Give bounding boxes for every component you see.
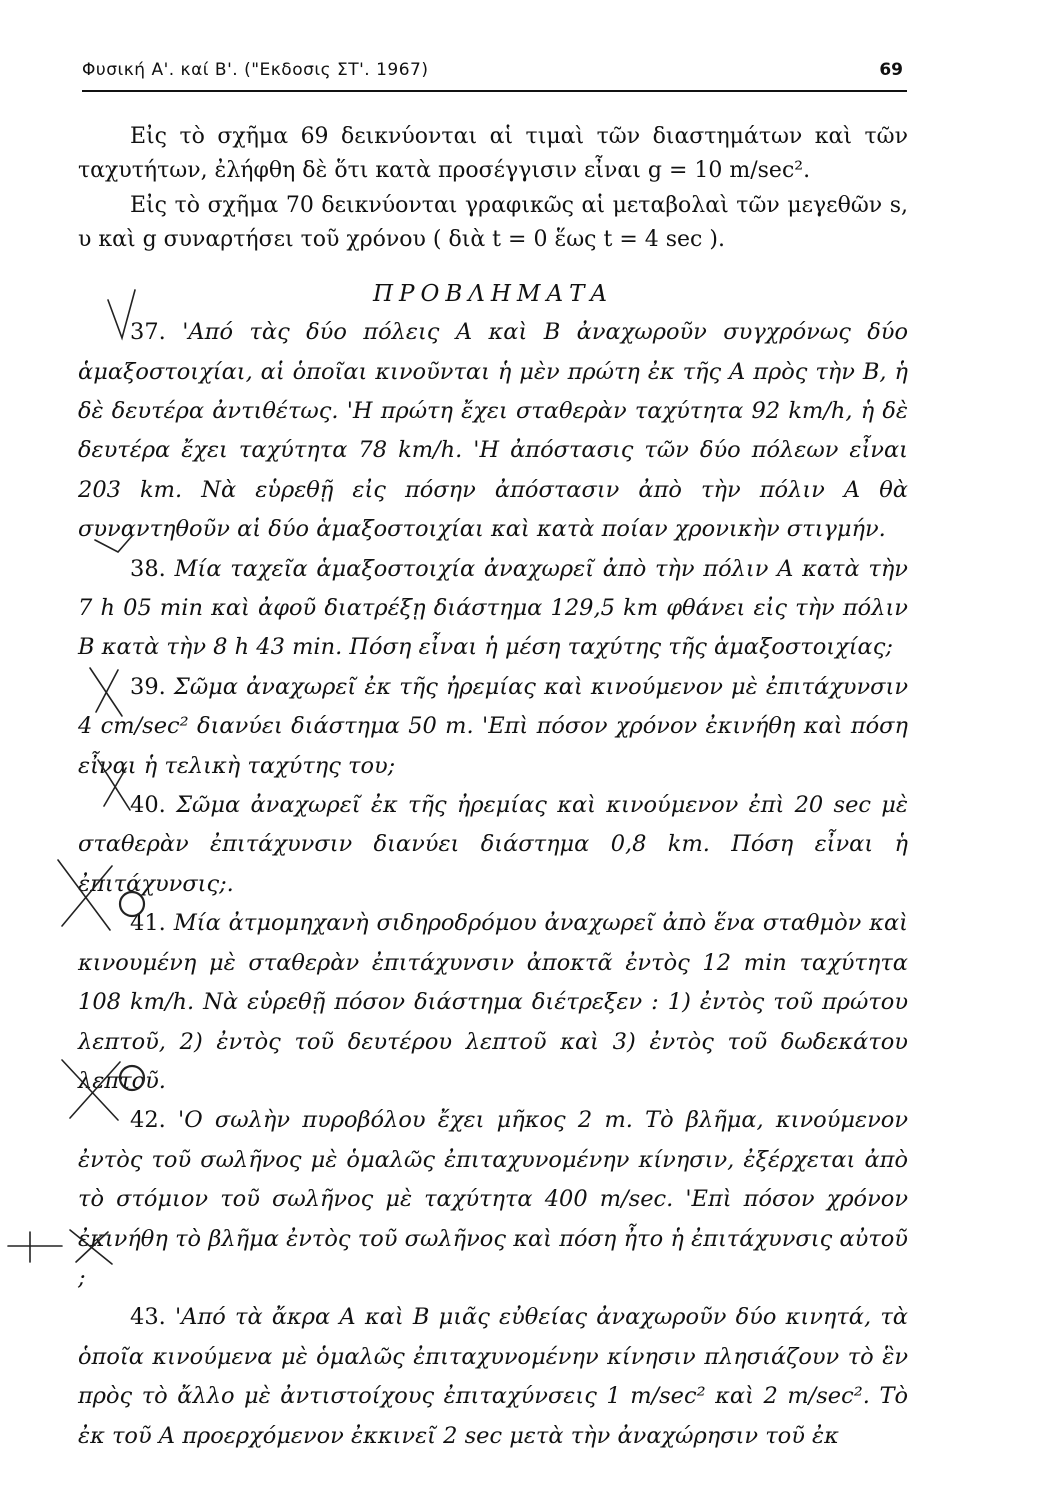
page-number: 69 [879,60,903,80]
problem-number: 40. [130,792,166,819]
intro-paragraph-1: Εἰς τὸ σχῆμα 69 δεικνύονται αἱ τιμαὶ τῶν διαστημάτων καὶ τῶν ταχυτήτων, ἐλήφθη δὲ ὅτι κατὰ προσέγγισιν εἶναι g = 10 m/sec². [78,124,908,184]
problem-text: 'Από τὰ ἄκρα Α καὶ Β μιᾶς εὐθείας ἀναχωροῦν δύο κινητά, τὰ ὁποῖα κινούμενα μὲ ὁμαλῶς ἐπιταχυνομένην κίνησιν πλησιάζουν τὸ ἓν πρὸς τὸ ἄλλο μὲ ἀντιστοίχους ἐπιταχύνσεις 1 m/sec² καὶ 2 m/sec². Τὸ ἐκ τοῦ Α προερχόμενον ἐκκινεῖ 2 sec μετὰ τὴν ἀναχώρησιν τοῦ ἐκ [78,1304,908,1449]
problem-42 [78,1101,908,1298]
problem-number: 37. [130,319,166,346]
problem-text: Σῶμα ἀναχωρεῖ ἐκ τῆς ἠρεμίας καὶ κινούμενον ἐπὶ 20 sec μὲ σταθερὰν ἐπιτάχυνσιν διανύει διάστημα 0,8 km. Πόση εἶναι ἡ ἐπιτάχυνσις;. [78,792,908,897]
problem-text: Μία ταχεῖα ἁμαξοστοιχία ἀναχωρεῖ ἀπὸ τὴν πόλιν Α κατὰ τὴν 7 h 05 min καὶ ἀφοῦ διατρέξῃ διάστημα 129,5 km φθάνει εἰς τὴν πόλιν Β κατὰ τὴν 8 h 43 min. Πόση εἶναι ἡ μέση ταχύτης τῆς ἁμαξοστοιχίας; [78,555,908,661]
problem-40 [78,786,908,904]
problem-text: 'Από τὰς δύο πόλεις Α καὶ Β ἀναχωροῦν συγχρόνως δύο ἁμαξοστοιχίαι, αἱ ὁποῖαι κινοῦνται ἡ μὲν πρώτη ἐκ τῆς Α πρὸς τὴν Β, ἡ δὲ δευτέρα ἀντιθέτως. 'Η πρώτη ἔχει σταθερὰν ταχύτητα 92 km/h, ἡ δὲ δευτέρα ἔχει ταχύτητα 78 km/h. 'Η ἀπόστασις τῶν δύο πόλεων εἶναι 203 km. Νὰ εὑρεθῇ εἰς πόσην ἀπόστασιν ἀπὸ τὴν πόλιν Α θὰ συναντηθοῦν αἱ δύο ἁμαξοστοιχίαι καὶ κατὰ ποίαν χρονικὴν στιγμήν. [78,319,908,543]
running-header [82,58,907,92]
section-heading: ΠΡΟΒΛΗΜΑΤΑ [372,281,614,308]
problem-text: 'Ο σωλὴν πυροβόλου ἔχει μῆκος 2 m. Τὸ βλῆμα, κινούμενον ἐντὸς τοῦ σωλῆνος μὲ ὁμαλῶς ἐπιταχυνομένην κίνησιν, ἐξέρχεται ἀπὸ τὸ στόμιον τοῦ σωλῆνος μὲ ταχύτητα 400 m/sec. 'Επὶ πόσον χρόνον ἐκινήθη τὸ βλῆμα ἐντὸς τοῦ σωλῆνος καὶ πόση ἦτο ἡ ἐπιτάχυνσις αὐτοῦ ; [78,1107,908,1291]
problem-number: 39. [130,673,166,700]
problem-39 [78,668,908,786]
problem-text: Μία ἀτμομηχανὴ σιδηροδρόμου ἀναχωρεῖ ἀπὸ ἕνα σταθμὸν καὶ κινουμένη μὲ σταθερὰν ἐπιτάχυνσιν ἀποκτᾶ ἐντὸς 12 min ταχύτητα 108 km/h. Νὰ εὑρεθῇ πόσον διάστημα διέτρεξεν : 1) ἐντὸς τοῦ πρώτου λεπτοῦ, 2) ἐντὸς τοῦ δευτέρου λεπτοῦ καὶ 3) ἐντὸς τοῦ δωδεκάτου λεπτοῦ. [78,910,908,1094]
problem-text: Σῶμα ἀναχωρεῖ ἐκ τῆς ἠρεμίας καὶ κινούμενον μὲ ἐπιτάχυνσιν 4 cm/sec² διανύει διάστημα 50 m. 'Επὶ πόσον χρόνον ἐκινήθη καὶ πόση εἶναι ἡ τελικὴ ταχύτης του; [78,673,909,779]
page-body [78,120,908,1456]
intro-paragraph-2: Εἰς τὸ σχῆμα 70 δεικνύονται γραφικῶς αἱ μεταβολαὶ τῶν μεγεθῶν s, υ καὶ g συναρτήσει τοῦ χρόνου ( διὰ t = 0 ἕως t = 4 sec ). [78,192,908,252]
problem-number: 38. [130,555,166,582]
book-title: Φυσική Α'. καί Β'. ("Εκδοσις ΣΤ'. 1967) [82,60,429,80]
problem-number: 41. [130,910,166,937]
problem-41 [78,904,908,1101]
problem-38 [78,550,908,668]
problem-list [78,313,908,1456]
problem-number: 43. [130,1304,166,1331]
problem-43 [78,1298,908,1456]
problem-37 [78,313,908,549]
problem-number: 42. [130,1107,166,1134]
